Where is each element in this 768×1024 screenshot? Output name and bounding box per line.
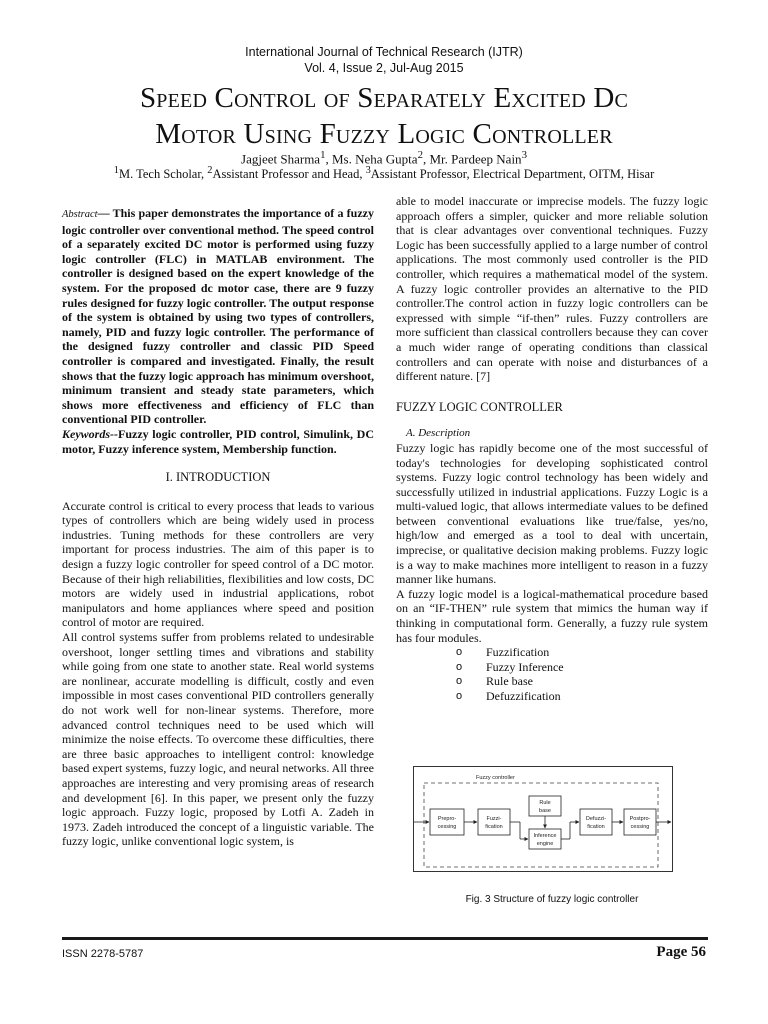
affil-sup-2: 2 — [207, 165, 213, 176]
fuzzification-label-2: fication — [485, 824, 503, 830]
author-2: , Ms. Neha Gupta — [325, 151, 418, 167]
rule-base-label-1: Rule — [539, 800, 551, 806]
author-3: , Mr. Pardeep Nain — [423, 151, 522, 167]
postprocessing-label-2: cessing — [630, 824, 650, 830]
module-list — [396, 645, 708, 703]
figure-title: Fuzzy controller — [476, 775, 515, 781]
journal-name: International Journal of Technical Research (IJTR) — [245, 45, 523, 59]
paper-title — [40, 80, 728, 152]
intro-paragraph-3: able to model inaccurate or imprecise models. The fuzzy logic approach offers a simpler, quicker and more reliable solution that is clear advantages over conventional techniques. Fuzzy Logic has been successfully applied to a large number of control applications. The most commonly used controller is the PID controller, which requires a mathematical model of the system. A fuzzy logic controller provides an alternative to the PID controller.The control action in fuzzy logic controllers can be expressed with simple “if-then” rules. Fuzzy controllers are more sufficient than classical controllers because they can cover a much wider range of operating conditions than classical controllers and can operate with noise and disturbances of a different nature. [7] — [396, 194, 708, 384]
defuzzification-label-1: Defuzzi- — [585, 816, 607, 822]
fuzzy-controller-diagram — [414, 767, 672, 871]
flc-paragraph-1: Fuzzy logic has rapidly become one of the most successful of today's technologies for developing sophisticated control systems. Fuzzy logic control technology has been widely and successfully utilized in industrial applications. Fuzzy Logic is a multi-valued logic, that allows intermediate values to be defined between conventional evaluations like true/false, yes/no, high/low and emerged as a tool to deal with uncertain, imprecise, or qualitative decision making problems. Fuzzy logic is a way to make machines more intelligent to reason in a fuzzy manner like humans. — [396, 440, 708, 587]
keywords-text: Fuzzy logic controller, PID control, Simulink, DC motor, Fuzzy inference system, Membership function. — [62, 426, 374, 456]
fuzzification-block — [478, 809, 510, 835]
abstract-dash: — — [97, 206, 113, 220]
abstract-label: Abstract — [62, 209, 98, 220]
list-item: o Fuzzification — [456, 645, 708, 660]
preprocessing-label-1: Prepro- — [437, 816, 457, 822]
keywords — [62, 427, 374, 456]
affil-2: Assistant Professor and Head, — [212, 167, 366, 182]
postprocessing-label-1: Postpro- — [629, 816, 651, 822]
flc-subheading: A. Description — [406, 427, 471, 440]
flc-paragraph-2: A fuzzy logic model is a logical-mathematical procedure based on an “IF-THEN” rule system that mimics the human way if thinking in computational form. Generally, a fuzzy rule system has four modules. — [396, 586, 708, 645]
author-3-sup: 3 — [521, 149, 527, 161]
author-2-sup: 2 — [417, 149, 423, 161]
list-item: o Fuzzy Inference — [456, 660, 708, 675]
affil-3: Assistant Professor, Electrical Department, OITM, Hisar — [370, 167, 655, 182]
rule-base-label-2: base — [539, 808, 551, 814]
right-column — [396, 194, 708, 704]
abstract-text: This paper demonstrates the importance of a fuzzy logic controller over conventional method. The speed control of a separately excited DC motor is performed using fuzzy logic controller (FLC) in MATLAB environment. The controller is designed based on the expert knowledge of the system. For the proposed dc motor case, there are 9 fuzzy rules designed for fuzzy logic controller. The output response of the system is obtained by using two types of controllers, namely, PID and fuzzy logic controller. The performance of the designed fuzzy controller and classic PID Speed controller is compared and investigated. Finally, the result shows that the fuzzy logic approach has minimum overshoot, minimum transient and steady state parameters, which shows more effectiveness and efficiency of FLC than conventional PID controller. — [62, 206, 374, 427]
journal-issue: Vol. 4, Issue 2, Jul-Aug 2015 — [304, 61, 464, 75]
journal-header — [0, 44, 768, 76]
intro-paragraph-2: All control systems suffer from problems related to undesirable overshoot, longer settling times and vibrations and stability while going from one state to another state. Real world systems are nonlinear, accurate modelling is difficult, costly and even impossible in most cases conventional PID controllers generally do not work well for non-linear systems. Therefore, more advanced control techniques need to be used which will minimize the noise effects. To overcome these difficulties, there are three basic approaches to intelligent control: knowledge based expert systems, fuzzy logic, and neural networks. All three approaches are interesting and very promising areas of research and development [6]. In this paper, we present only the fuzzy logic approach. Fuzzy logic, proposed by Lotfi A. Zadeh in 1973. Zadeh introduced the concept of a linguistic variable. The fuzzy logic, unlike conventional logic system, is — [62, 630, 374, 849]
intro-paragraph-1: Accurate control is critical to every process that leads to various types of controllers which are being widely used in process industries. Tuning methods for these controllers are very important for process industries. The aim of this paper is to design a fuzzy logic controller for speed control of a DC motor. Because of their high reliabilities, flexibilities and low costs, DC motors are widely used in industrial applications, robot manipulators and home appliances where speed and position control of motor are required. — [62, 498, 374, 630]
inference-label-2: engine — [536, 841, 554, 847]
keywords-label: Keywords-- — [62, 426, 118, 441]
affil-1: M. Tech Scholar, — [118, 167, 208, 182]
list-item: o Rule base — [456, 674, 708, 689]
fuzzy-controller-figure — [413, 766, 673, 872]
flc-heading: FUZZY LOGIC CONTROLLER — [396, 399, 563, 414]
issn: ISSN 2278-5787 — [62, 948, 144, 960]
affil-sup-3: 3 — [365, 165, 371, 176]
preprocessing-label-2: cessing — [437, 824, 457, 830]
author-1: Jagjeet Sharma — [241, 151, 321, 167]
page-number: Page 56 — [656, 944, 706, 960]
inference-label-1: Inference — [533, 833, 557, 839]
postprocessing-block — [624, 809, 656, 835]
left-column — [62, 206, 374, 849]
author-1-sup: 1 — [320, 149, 326, 161]
defuzzification-label-2: fication — [587, 824, 605, 830]
footer-divider — [62, 937, 708, 940]
abstract — [62, 206, 374, 427]
fuzzification-label-1: Fuzzi- — [486, 816, 502, 822]
preprocessing-block — [430, 809, 464, 835]
defuzzification-block — [580, 809, 612, 835]
list-item: o Defuzzification — [456, 689, 708, 704]
introduction-heading: I. INTRODUCTION — [165, 470, 271, 485]
figure-caption: Fig. 3 Structure of fuzzy logic controller — [465, 894, 639, 905]
affil-sup-1: 1 — [113, 165, 119, 176]
affiliations — [0, 163, 768, 182]
title-line-1: Speed Control of Separately Excited Dc — [139, 82, 629, 114]
title-line-2: Motor Using Fuzzy Logic Controller — [155, 118, 613, 150]
